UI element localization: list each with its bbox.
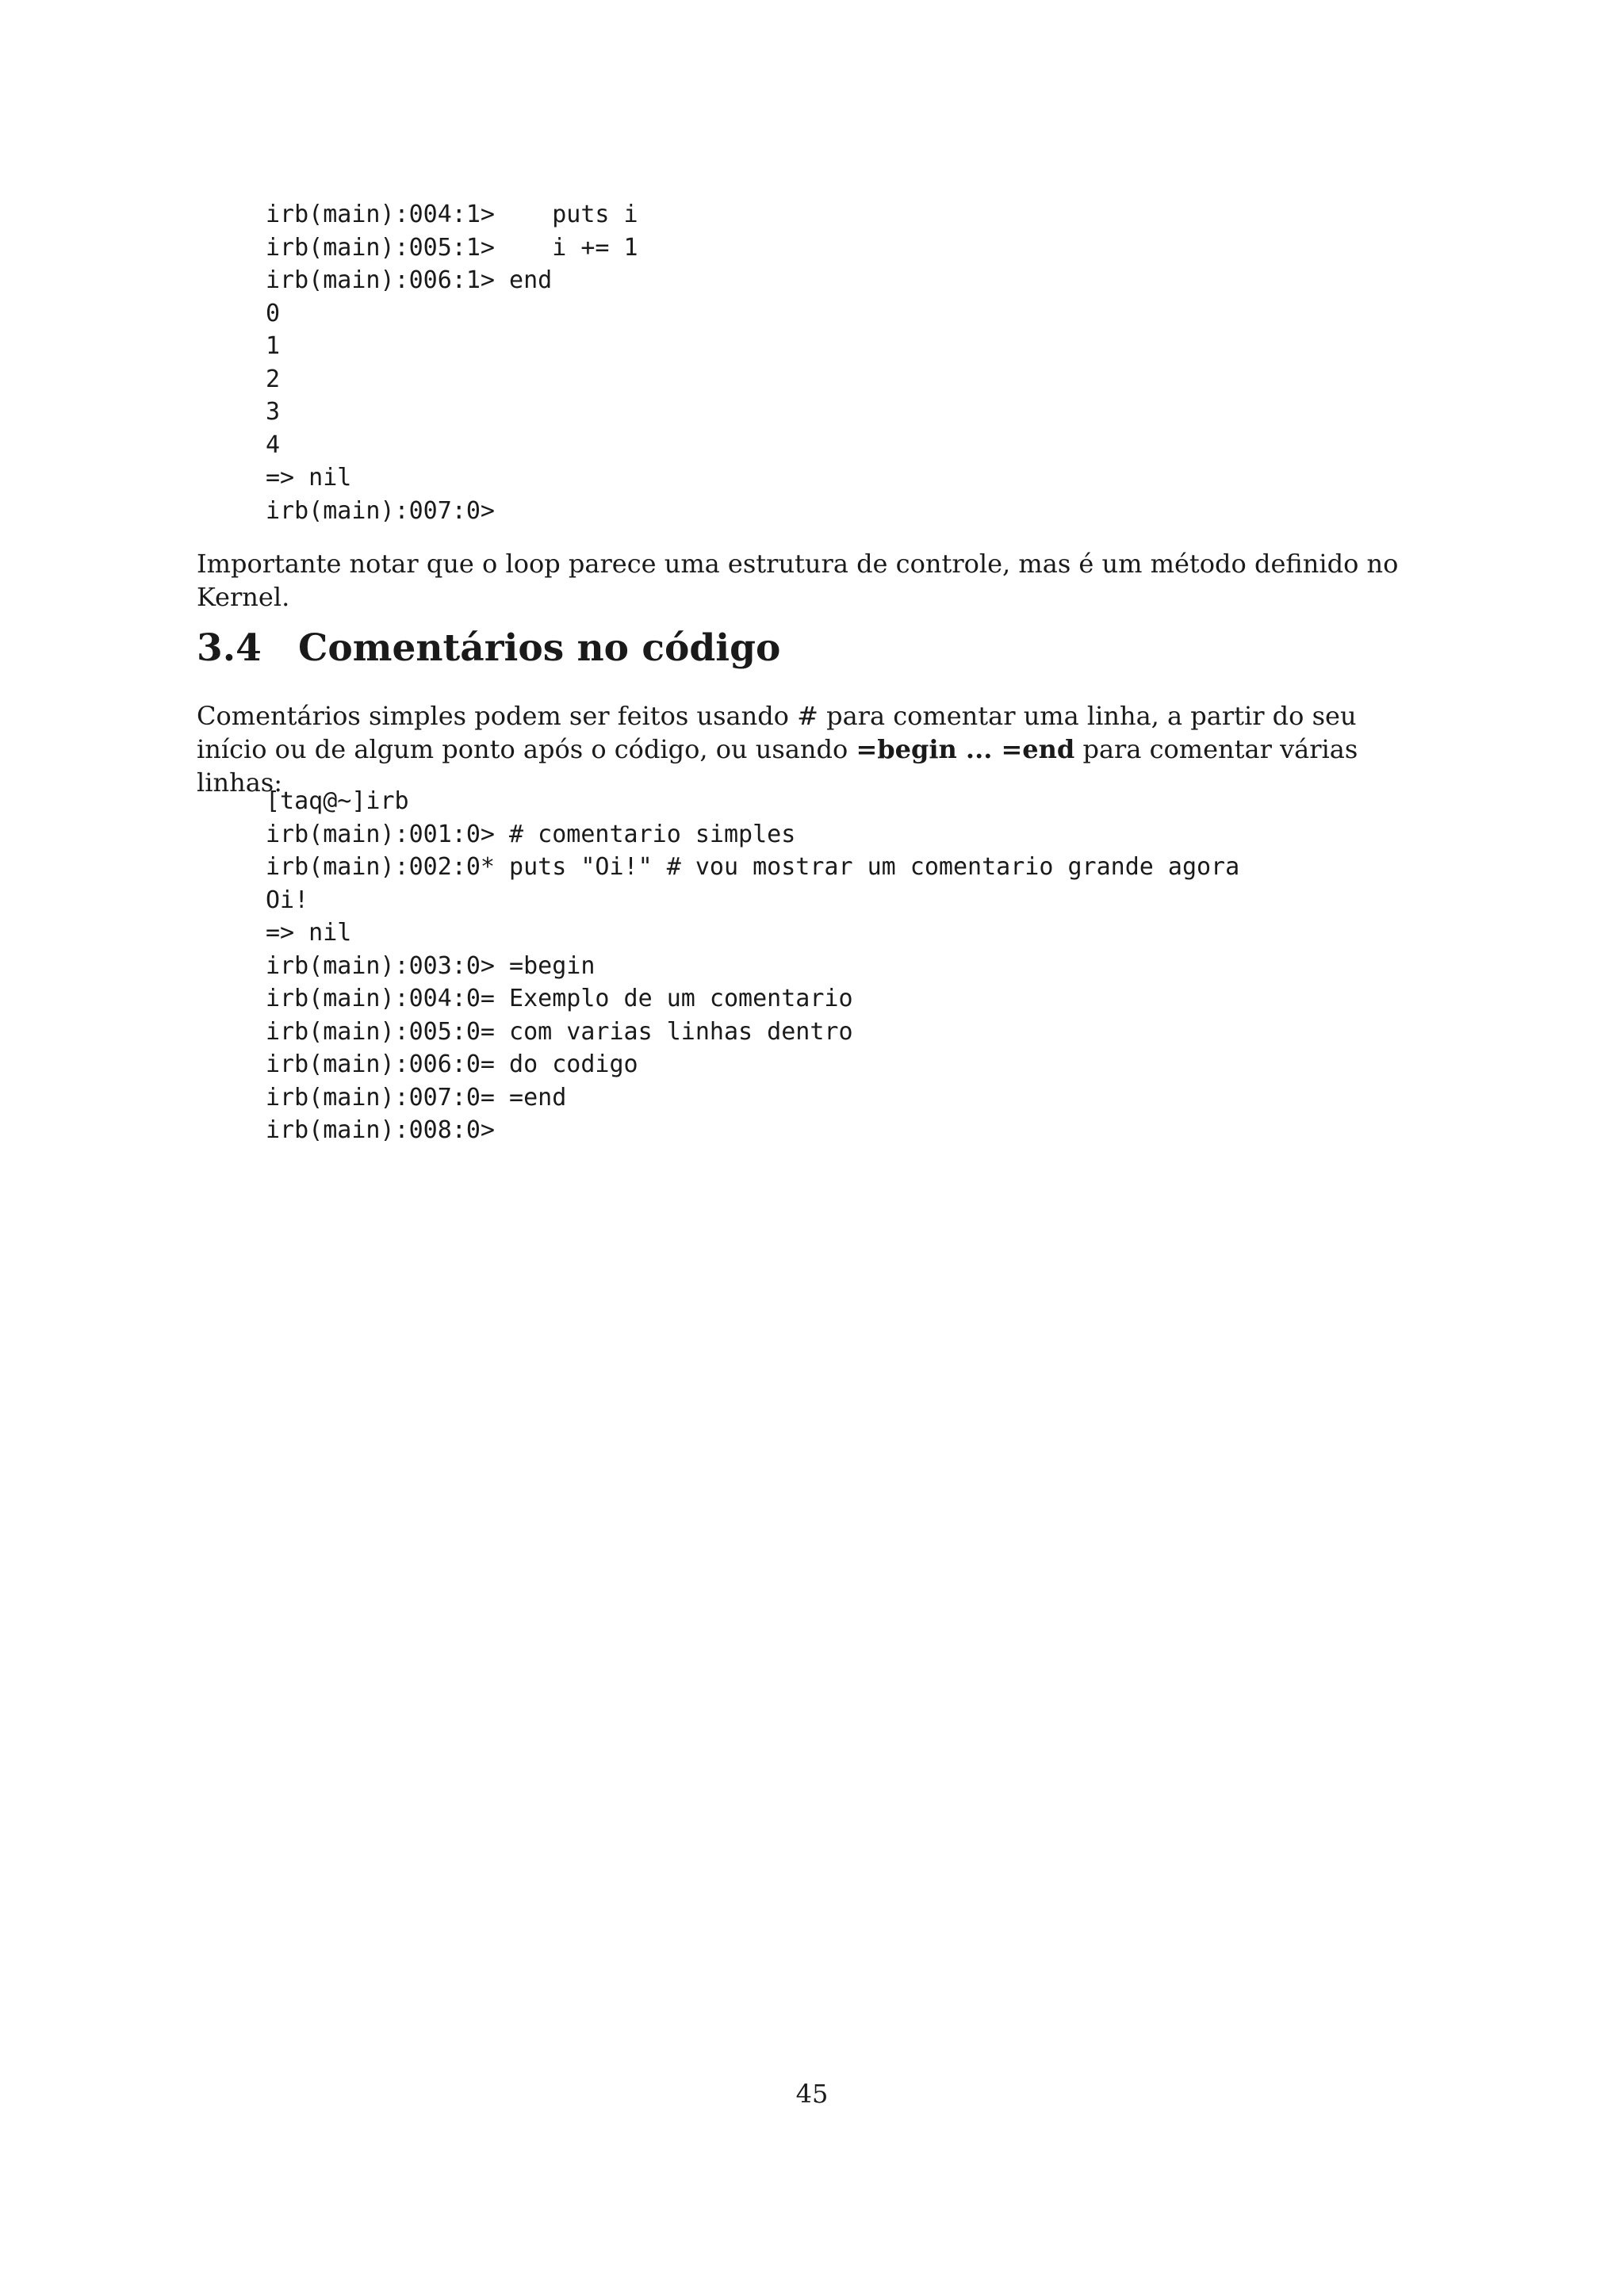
code-line: irb(main):001:0> # comentario simples xyxy=(266,820,796,848)
paragraph-text: para comentar várias linhas: xyxy=(197,734,1358,798)
paragraph-text: Comentários simples podem ser feitos usando # para comentar uma linha, a partir do seu início ou de algum ponto após o código, ou usando xyxy=(197,701,1357,764)
code-line: => nil xyxy=(266,464,352,492)
code-line: irb(main):008:0> xyxy=(266,1116,495,1144)
code-line: irb(main):004:1> puts i xyxy=(266,201,638,228)
code-line: irb(main):007:0> xyxy=(266,496,495,525)
code-line: irb(main):007:0= =end xyxy=(266,1083,567,1112)
section-heading xyxy=(197,625,780,672)
code-line: irb(main):006:1> end xyxy=(266,266,553,294)
code-block-loop-output xyxy=(266,198,638,527)
code-line: 3 xyxy=(266,398,281,426)
code-line: 0 xyxy=(266,299,281,327)
code-line: irb(main):002:0* puts "Oi!" # vou mostrar um comentario grande agora xyxy=(266,853,1240,881)
code-line: 1 xyxy=(266,332,281,360)
body-paragraph-loop-note: Importante notar que o loop parece uma estrutura de controle, mas é um método definido no Kernel. xyxy=(197,549,1399,612)
section-number: 3.4 xyxy=(197,626,262,670)
paragraph-bold-text: =begin ... =end xyxy=(856,734,1075,764)
code-line: [taq@~]irb xyxy=(266,787,409,815)
code-line: irb(main):005:0= com varias linhas dentro xyxy=(266,1017,853,1046)
code-line: irb(main):003:0> =begin xyxy=(266,951,596,980)
section-title: Comentários no código xyxy=(298,626,781,670)
code-line: 4 xyxy=(266,430,281,459)
code-line: 2 xyxy=(266,365,281,393)
code-line: Oi! xyxy=(266,886,309,914)
code-line: irb(main):004:0= Exemplo de um comentario xyxy=(266,985,853,1012)
code-line: irb(main):005:1> i += 1 xyxy=(266,233,638,262)
code-line: irb(main):006:0= do codigo xyxy=(266,1050,638,1078)
page-number: 45 xyxy=(795,2079,829,2109)
code-line: => nil xyxy=(266,919,352,947)
code-block-comments-example xyxy=(266,785,1239,1147)
